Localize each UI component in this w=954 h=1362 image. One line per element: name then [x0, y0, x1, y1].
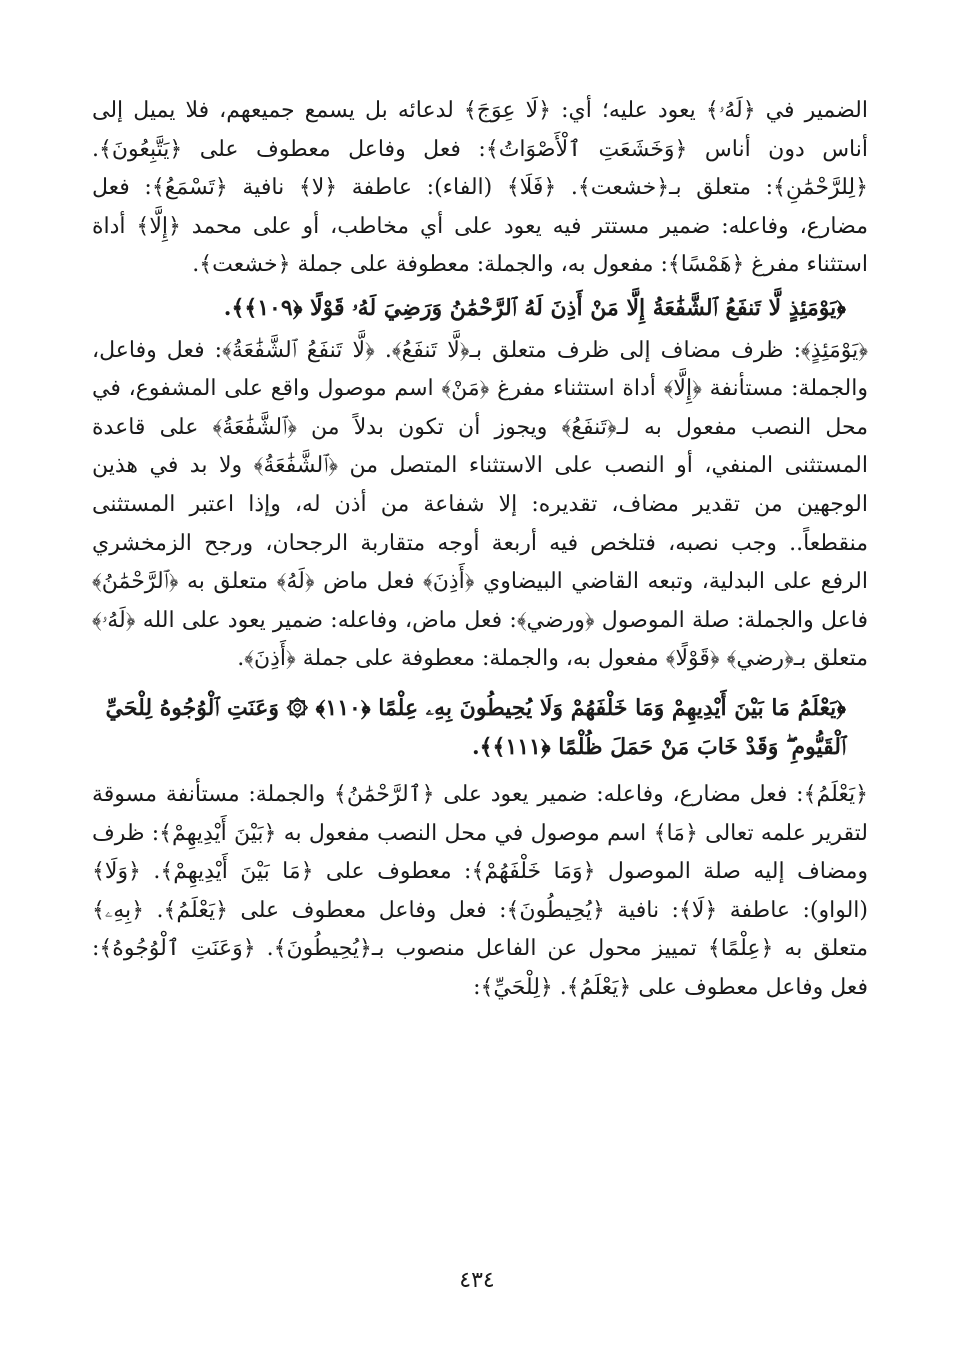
- paragraph-grammar-2: ﴿يَوْمَئِذٍ﴾: ظرف مضاف إلى ظرف متعلق بـ﴿لَّا تَنفَعُ﴾. ﴿لَّا تَنفَعُ ٱلشَّفَٰعَةُ﴾: فعل وفاعل، والجملة: مستأنفة ﴿إِلَّا﴾ أداة استثناء مفرغ ﴿مَنْ﴾ اسم موصول واقع على المشفوع، في محل النصب مفعول به لـ﴿تَنفَعُ﴾ ويجوز أن تكون بدلاً من ﴿ٱلشَّفَٰعَةُ﴾ على قاعدة المستثنى المنفي، أو النصب على الاستثناء المتصل من ﴿ٱلشَّفَٰعَةُ﴾ ولا بد في هذين الوجهين من تقدير مضاف، تقديره: إلا شفاعة من أذن له، وإذا اعتبر المستثنى منقطعاً.. وجب نصبه، فتلخص فيه أربعة أوجه متقاربة الرجحان، ورجح الزمخشري الرفع على البدلية، وتبعه القاضي البيضاوي ﴿أَذِنَ﴾ فعل ماض ﴿لَهُ﴾ متعلق به ﴿ٱلرَّحْمَٰنُ﴾ فاعل والجملة: صلة الموصول ﴿ورضي﴾: فعل ماض، وفاعله: ضمير يعود على الله ﴿لَهُۥ﴾ متعلق بـ﴿رضي﴾ ﴿قَوْلًا﴾ مفعول به، والجملة: معطوفة على جملة ﴿أَذِنَ﴾.: [92, 337, 868, 672]
- quran-verse-110-111: ﴿يَعْلَمُ مَا بَيْنَ أَيْدِيهِمْ وَمَا خَلْفَهُمْ وَلَا يُحِيطُونَ بِهِۦ عِلْمًا ﴿١١٠﴾ ۞ وَعَنَتِ ٱلْوُجُوهُ لِلْحَيِّ ٱلْقَيُّومِ ۖ وَقَدْ خَابَ مَنْ حَمَلَ ظُلْمًا ﴿١١١﴾﴾.: [105, 694, 846, 760]
- page-body: [92, 92, 868, 1008]
- page-number: ٤٣٤: [459, 1268, 495, 1293]
- paragraph-grammar-1: الضمير في ﴿لَهُۥ﴾ يعود عليه؛ أي: ﴿لَا عِوَجَ﴾ لدعائه بل يسمع جميعهم، فلا يميل إلى أناس دون أناس ﴿وَخَشَعَتِ ٱلْأَصْوَاتُ﴾: فعل وفاعل معطوف على ﴿يَتَّبِعُونَ﴾. ﴿لِلرَّحْمَٰنِ﴾: متعلق بـ﴿خشعت﴾. ﴿فَلَا﴾ (الفاء): عاطفة ﴿لا﴾ نافية ﴿تَسْمَعُ﴾: فعل مضارع، وفاعله: ضمير مستتر فيه يعود على أي مخاطب، أو على محمد ﴿إِلَّا﴾ أداة استثناء مفرغ ﴿هَمْسًا﴾: مفعول به، والجملة: معطوفة على جملة ﴿خشعت﴾.: [92, 98, 868, 278]
- paragraph-grammar-3: ﴿يَعْلَمُ﴾: فعل مضارع، وفاعله: ضمير يعود على ﴿ٱلرَّحْمَٰنُ﴾ والجملة: مستأنفة مسوقة لتقرير علمه تعالى ﴿مَا﴾ اسم موصول في محل النصب مفعول به ﴿بَيْنَ أَيْدِيهِمْ﴾: ظرف ومضاف إليه صلة الموصول ﴿وَمَا خَلْفَهُمْ﴾: معطوف على ﴿مَا بَيْنَ أَيْدِيهِمْ﴾. ﴿وَلَا﴾ (الواو): عاطفة ﴿لَا﴾: نافية ﴿يُحِيطُونَ﴾: فعل وفاعل معطوف على ﴿يَعْلَمُ﴾. ﴿بِهِۦ﴾ متعلق به ﴿عِلْمًا﴾ تمييز محول عن الفاعل منصوب بـ﴿يُحِيطُونَ﴾. ﴿وَعَنَتِ ٱلْوُجُوهُ﴾: فعل وفاعل معطوف على ﴿يَعْلَمُ﴾. ﴿لِلْحَيِّ﴾:: [92, 782, 868, 1001]
- quran-verse-109: ﴿يَوْمَئِذٍ لَّا تَنفَعُ ٱلشَّفَٰعَةُ إِلَّا مَنْ أَذِنَ لَهُ ٱلرَّحْمَٰنُ وَرَضِيَ لَهُۥ قَوْلًا ﴿١٠٩﴾﴾.: [223, 294, 846, 321]
